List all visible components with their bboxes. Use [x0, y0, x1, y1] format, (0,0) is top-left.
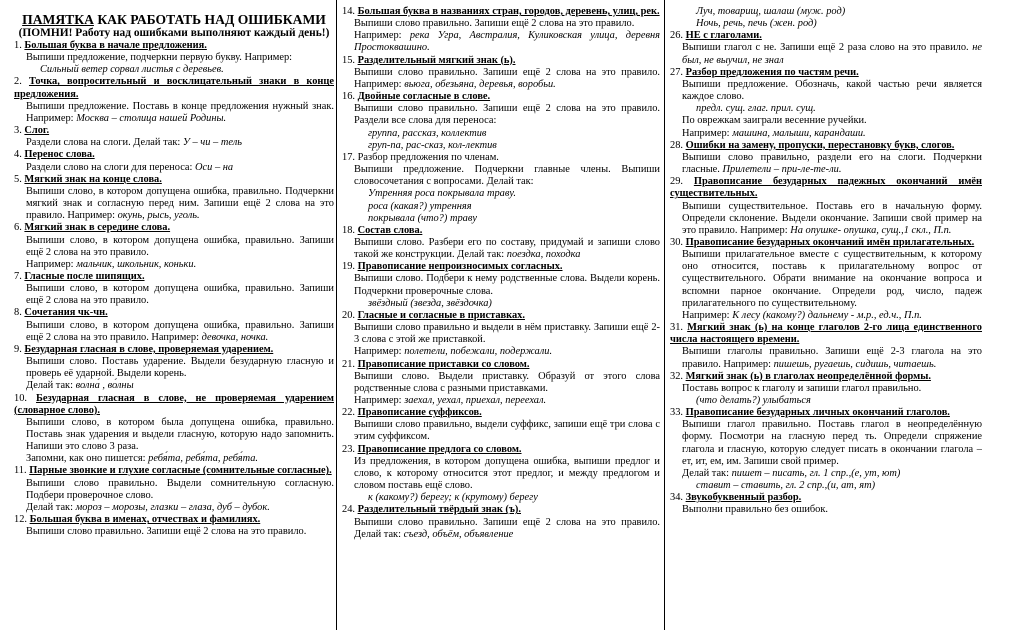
instruction-text: [14, 356, 334, 380]
instruction-text: [14, 453, 334, 465]
rule-heading: [670, 371, 982, 383]
rule-number: 31.: [670, 322, 683, 334]
instruction-body: Выпиши слово. Поставь ударение. Выдели безударную гласную и проверь её ударной. Выдели корень.: [26, 356, 334, 380]
rule-heading: [342, 6, 660, 18]
instruction-body: Выпиши глагол с не. Запиши ещё 2 раза слово на это правило.: [682, 42, 969, 54]
rule-title: Правописание предлога со словом.: [357, 443, 522, 455]
rule-number: 11.: [14, 465, 27, 477]
instruction-text: [670, 249, 982, 310]
example-text: К лесу (какому?) дальнему - м.р., ед.ч., П.п.: [732, 309, 922, 321]
instruction-body: Например:: [354, 395, 402, 406]
instruction-body: Выпиши предложение. Обозначь, какой частью речи является каждое слово.: [682, 78, 982, 103]
title-rest: КАК РАБОТАТЬ НАД ОШИБКАМИ: [93, 12, 326, 27]
instruction-text: [342, 164, 660, 188]
example-line: [670, 6, 982, 18]
rule-title: Мягкий знак на конце слова.: [24, 173, 162, 185]
rule-title: Мягкий знак в середине слова.: [24, 222, 171, 234]
rule-heading: [14, 40, 334, 52]
instruction-text: [342, 346, 660, 358]
rule-number: 29.: [670, 176, 683, 188]
instruction-text: [14, 320, 334, 344]
rule-number: 1.: [14, 40, 22, 51]
rule-heading: [14, 514, 334, 526]
rule-title: Разбор предложения по частям речи.: [685, 66, 859, 78]
example-text: груп-па, рас-сказ, кол-лектив: [368, 139, 497, 151]
rule-number: 4.: [14, 149, 22, 161]
example-text: Сильный ветер сорвал листья с деревьев.: [40, 64, 224, 76]
rule-number: 14.: [342, 6, 355, 17]
rule-title: Большая буква в начале предложения.: [24, 40, 207, 51]
rule-number: 12.: [14, 514, 27, 526]
rule-heading: [342, 55, 660, 67]
instruction-body: Выпиши слово правильно. Выдели сомнительную согласную. Подбери проверочное слово.: [26, 477, 334, 501]
rule-number: 3.: [14, 125, 22, 137]
example-line: [342, 213, 660, 225]
rule-title: Правописание приставки со словом.: [357, 358, 530, 370]
rule-number: 9.: [14, 343, 22, 355]
instruction-body: Например:: [354, 346, 402, 358]
instruction-body: Запомни, как оно пишется:: [26, 453, 146, 465]
rule-heading: [670, 140, 982, 152]
rule-number: 26.: [670, 30, 683, 42]
rule-number: 18.: [342, 224, 355, 236]
instruction-text: [342, 395, 660, 407]
instruction-text: [670, 419, 982, 468]
rule-number: 33.: [670, 407, 683, 419]
instruction-body: Делай так:: [682, 467, 729, 479]
rule-number: 34.: [670, 492, 683, 504]
rule-heading: [670, 492, 982, 504]
instruction-text: [670, 42, 982, 66]
rule-heading: [14, 393, 334, 417]
rule-number: 24.: [342, 504, 355, 516]
example-line: [14, 64, 334, 76]
example-text: мальчик, школьник, коньки.: [76, 258, 197, 270]
example-text: машина, малыши, карандаши.: [732, 127, 866, 139]
example-text: У – чи – тель: [182, 137, 242, 149]
rule-title: Перенос слова.: [24, 149, 95, 161]
instruction-text: [670, 346, 982, 370]
instruction-body: Выпиши слово, в котором допущена ошибка, правильно. Запиши ещё 2 слова на это правило.: [26, 283, 334, 307]
example-text: девочка, ночка.: [201, 331, 269, 343]
example-line: [342, 140, 660, 152]
example-text: Прилетели – при-ле-те-ли.: [722, 164, 842, 176]
instruction-body: Например:: [354, 30, 402, 42]
rule-title: Гласные и согласные в приставках.: [357, 309, 525, 321]
rule-title: Безударная гласная в слове, не проверяемая ударением (словарное слово).: [14, 392, 334, 416]
rule-heading: [342, 225, 660, 237]
instruction-text: [14, 101, 334, 125]
page-subtitle: (ПОМНИ! Работу над ошибками выполняют каждый день!): [18, 27, 330, 39]
rule-title: Большая буква в именах, отчествах и фамилиях.: [29, 514, 261, 526]
example-text: река Угра, Австралия, Куликовская улица, деревня Простоквашино.: [354, 30, 660, 54]
example-text: заехал, уехал, приехал, переехал.: [404, 395, 547, 406]
rule-heading: [342, 261, 660, 273]
instruction-text: [14, 52, 334, 64]
example-text: вьюга, обезьяна, деревья, воробьи.: [404, 78, 556, 90]
instruction-text: [670, 79, 982, 103]
example-line: [670, 18, 982, 30]
rule-number: 15.: [342, 54, 355, 66]
instruction-text: [14, 478, 334, 502]
rule-title: Правописание безударных личных окончаний глаголов.: [685, 407, 950, 419]
rule-number: 19.: [342, 261, 355, 273]
instruction-text: [670, 504, 982, 516]
instruction-text: [14, 380, 334, 392]
instruction-body: Выпиши предложение. Поставь в конце предложения нужный знак. Например:: [26, 100, 334, 124]
instruction-body: Выполни правильно без ошибок.: [682, 504, 829, 516]
rule-title: Безударная гласная в слове, проверяемая ударением.: [24, 343, 274, 355]
instruction-text: [342, 30, 660, 54]
rule-heading: [14, 344, 334, 356]
example-text: пишет – писать, гл. 1 спр.,(е, ут, ют): [731, 467, 901, 479]
rule-heading: [14, 76, 334, 100]
rule-heading: [14, 149, 334, 161]
instruction-body: Выпиши слово. Выдели приставку. Образуй от этого слова родственные слова с разными приставками.: [354, 370, 660, 394]
column-1-content: [14, 40, 334, 538]
instruction-text: [14, 235, 334, 259]
example-text: волна́ , во́лны: [75, 380, 134, 392]
instruction-body: Выпиши слово правильно. Запиши ещё 2 слова на это правило. Делай так:: [354, 516, 660, 540]
instruction-body: Выпиши слово правильно и выдели в нём приставку. Запиши ещё 2-3 слова с этой же приставкой.: [354, 322, 660, 346]
rule-number: 2.: [14, 76, 22, 88]
example-text: звёздный (звезда, звёздочка): [368, 297, 492, 309]
rule-heading: [14, 222, 334, 234]
rule-heading: [14, 271, 334, 283]
rule-title: Состав слова.: [357, 224, 423, 236]
example-line: [342, 492, 660, 504]
instruction-text: [14, 526, 334, 538]
column-1: [14, 0, 334, 630]
column-2: [342, 0, 660, 630]
rule-heading: [14, 307, 334, 319]
rule-number: 21.: [342, 358, 355, 370]
rule-number: 8.: [14, 307, 22, 319]
rule-title: Правописание безударных окончаний имён прилагательных.: [685, 236, 975, 248]
instruction-body: Выпиши слово, в котором допущена ошибка, правильно. Подчеркни мягкий знак и согласную перед ним. Запиши ещё 2 слова на это правило. Например:: [26, 185, 334, 222]
example-text: роса (какая?) утренняя: [368, 200, 472, 212]
rule-number: 23.: [342, 443, 355, 455]
rule-heading: [342, 91, 660, 103]
instruction-body: Выпиши предложение. Подчеркни главные члены. Выпиши словосочетания с вопросами. Делай так:: [354, 164, 660, 188]
example-line: [670, 103, 982, 115]
instruction-body: Выпиши слово правильно. Запиши ещё 2 слова на это правило. Раздели все слова для переноса:: [354, 103, 660, 127]
rule-number: 20.: [342, 309, 355, 321]
rule-title: Разбор предложения по членам.: [357, 151, 499, 163]
rule-title: Звукобуквенный разбор.: [685, 492, 802, 504]
rule-heading: [670, 30, 982, 42]
column-3-content: [670, 6, 982, 517]
column-3: [670, 0, 982, 630]
instruction-text: [342, 18, 660, 30]
rule-title: Разделительный твёрдый знак (ъ).: [357, 504, 521, 516]
rule-title: Точка, вопросительный и восклицательный знаки в конце предложения.: [14, 76, 334, 100]
rule-number: 32.: [670, 370, 683, 382]
instruction-text: [670, 128, 982, 140]
example-text: Москва – столица нашей Родины.: [76, 112, 227, 124]
rule-title: Парные звонкие и глухие согласные (сомнительные согласные).: [29, 465, 332, 477]
column-2-content: [342, 6, 660, 541]
instruction-body: Выпиши слово правильно. Запиши ещё 2 слова на это правило.: [354, 18, 635, 30]
example-text: Луч, товарищ, шалаш (муж. род): [696, 6, 846, 17]
example-text: предл. сущ. глаг. прил. сущ.: [696, 103, 816, 115]
instruction-body: Выпиши слово, в котором была допущена ошибка, правильно. Поставь знак ударения и выдели гласную, которую надо запомнить. Напиши это слово 3 раза.: [26, 416, 334, 453]
example-text: На опушке- опушка, сущ.,1 скл., П.п.: [790, 224, 952, 236]
instruction-body: Например:: [682, 127, 730, 139]
instruction-body: Выпиши слово правильно, раздели его на слоги. Подчеркни гласные.: [682, 151, 982, 176]
example-text: Утренняя роса покрывала траву.: [368, 188, 516, 200]
instruction-text: [342, 103, 660, 127]
rule-number: 30.: [670, 236, 683, 248]
column-divider-left: [336, 0, 337, 630]
title-main: ПАМЯТКА: [22, 12, 94, 27]
instruction-text: [342, 517, 660, 541]
instruction-body: Выпиши предложение, подчеркни первую букву. Например:: [26, 52, 293, 64]
rule-title: НЕ с глаголами.: [685, 30, 762, 42]
instruction-text: [342, 237, 660, 261]
example-text: мороз – морозы, глазки – глаза, дуб – дубок.: [75, 501, 270, 513]
instruction-text: [14, 259, 334, 271]
rule-number: 27.: [670, 66, 683, 78]
rule-heading: [670, 67, 982, 79]
rule-heading: [342, 310, 660, 322]
rule-number: 16.: [342, 91, 355, 103]
instruction-body: Делай так:: [26, 501, 73, 513]
instruction-body: Раздели слово на слоги для переноса:: [26, 161, 193, 173]
instruction-body: Выпиши существительное. Поставь его в начальную форму. Определи склонение. Выдели окончание. Запиши свой пример на это правило. Например:: [682, 200, 982, 236]
instruction-text: [670, 310, 982, 322]
example-text: группа, рассказ, коллектив: [368, 127, 487, 139]
example-text: ставит – ставить, гл. 2 спр.,(и, ат, ят): [696, 480, 876, 492]
rule-heading: [342, 359, 660, 371]
rule-title: Мягкий знак (ь) на конце глаголов 2-го лица единственного числа настоящего времени.: [670, 322, 982, 346]
example-line: [342, 128, 660, 140]
example-text: покрывала (что?) траву: [368, 212, 477, 224]
example-text: поездка, походка: [506, 249, 581, 261]
rule-title: Слог.: [24, 125, 50, 137]
rule-number: 7.: [14, 270, 22, 282]
rule-title: Мягкий знак (ь) в глаголах неопределённой формы.: [685, 370, 931, 382]
instruction-body: Выпиши прилагательное вместе с существительным, к которому оно относится, поставь к прилагательному вопрос от существительного. Обрати внимание на окончание вопроса и вспомни парное окончание. Определи род, число, падеж прилагательного по существительному.: [682, 249, 982, 309]
rule-number: 6.: [14, 222, 22, 234]
example-text: Оси – на: [195, 161, 234, 173]
example-text: пишешь, ругаешь, сидишь, читаешь.: [773, 358, 937, 370]
example-line: [342, 188, 660, 200]
instruction-body: Выпиши слово. Подбери к нему родственные слова. Выдели корень. Подчеркни проверочные слова.: [354, 273, 660, 297]
instruction-text: [14, 162, 334, 174]
example-text: окунь, рысь, уголь.: [117, 210, 200, 222]
rule-heading: [342, 444, 660, 456]
rule-title: Правописание суффиксов.: [357, 407, 482, 419]
instruction-text: [14, 283, 334, 307]
rule-number: 17.: [342, 151, 355, 163]
instruction-body: Например:: [26, 258, 74, 270]
example-line: [342, 298, 660, 310]
rule-number: 28.: [670, 139, 683, 151]
example-text: (что делать?) улыбаться: [696, 395, 811, 406]
rule-heading: [670, 322, 982, 346]
example-line: [670, 395, 982, 407]
instruction-text: [342, 456, 660, 492]
instruction-body: Например:: [682, 309, 730, 321]
example-text: к (какому?) берегу; к (крутому) берегу: [368, 492, 538, 504]
instruction-text: [670, 201, 982, 237]
rule-number: 10.: [14, 392, 27, 404]
instruction-text: [342, 273, 660, 297]
instruction-text: [342, 67, 660, 91]
instruction-body: Выпиши слово. Разбери его по составу, придумай и запиши слово такой же конструкции. Делай так:: [354, 236, 660, 261]
rule-heading: [14, 174, 334, 186]
instruction-text: [342, 371, 660, 395]
example-text: съезд, объём, объявление: [403, 528, 514, 540]
example-text: не был, не выучил, не знал: [682, 42, 982, 66]
column-divider-right: [664, 0, 665, 630]
rule-title: Ошибки на замену, пропуски, перестановку букв, слогов.: [685, 139, 955, 151]
instruction-body: Выпиши слово, в котором допущена ошибка, правильно. Запиши ещё 2 слова на это правило.: [26, 234, 334, 258]
example-text: полетели, побежали, подержали.: [404, 346, 553, 358]
instruction-body: Из предложения, в котором допущена ошибка, выпиши предлог и слово, к которому относится этот предлог, и между предлогом и словом поставь ещё слово.: [354, 455, 660, 492]
rule-heading: [670, 237, 982, 249]
instruction-text: [670, 152, 982, 176]
rule-title: Правописание безударных падежных окончаний имён существительных.: [670, 176, 982, 200]
instruction-text: [670, 383, 982, 395]
rule-title: Разделительный мягкий знак (ь).: [357, 54, 516, 66]
instruction-text: [342, 322, 660, 346]
instruction-text: [670, 115, 982, 127]
rule-title: Сочетания чк-чн.: [24, 307, 108, 319]
instruction-body: По оврежкам заиграли весенние ручейки.: [682, 115, 867, 127]
rule-heading: [670, 407, 982, 419]
instruction-body: Раздели слова на слоги. Делай так:: [26, 137, 181, 149]
rule-heading: [670, 176, 982, 200]
instruction-text: [14, 186, 334, 222]
rule-heading: [342, 152, 660, 164]
rule-title: Большая буква в названиях стран, городов, деревень, улиц, рек.: [357, 6, 660, 17]
instruction-text: [14, 417, 334, 453]
instruction-text: [670, 468, 982, 480]
instruction-body: Выпиши слово правильно. Запиши ещё 2 слова на это правило.: [26, 526, 307, 538]
instruction-body: Выпиши слово правильно, выдели суффикс, запиши ещё три слова с этим суффиксом.: [354, 419, 660, 443]
rule-heading: [14, 125, 334, 137]
instruction-text: [342, 419, 660, 443]
rule-number: 22.: [342, 407, 355, 419]
rule-title: Правописание непроизносимых согласных.: [357, 261, 563, 273]
example-line: [670, 480, 982, 492]
page-title: [14, 12, 334, 27]
instruction-text: [14, 137, 334, 149]
rule-heading: [342, 407, 660, 419]
instruction-body: Выпиши слово, в котором допущена ошибка, правильно. Запиши ещё 2 слова на это правило. Например:: [26, 319, 334, 343]
instruction-body: Выпиши слово правильно. Запиши ещё 2 слова на это правило. Например:: [354, 66, 660, 90]
rule-title: Двойные согласные в слове.: [357, 91, 491, 103]
instruction-body: Делай так:: [26, 380, 73, 392]
example-line: [342, 201, 660, 213]
rule-number: 5.: [14, 173, 22, 185]
instruction-body: Выпиши глагол правильно. Поставь глагол в неопределённую форму. Посмотри на гласную перед ть. Определи спряжение глагола и гласную, которую следует писать в окончании глагола – ет, ит, ем, им. Запиши свой пример.: [682, 419, 982, 467]
example-text: Ночь, речь, печь (жен. род): [696, 18, 817, 30]
example-text: ребя́та, ребя́та, ребя́та.: [148, 453, 258, 465]
rule-heading: [14, 465, 334, 477]
instruction-body: Поставь вопрос к глаголу и запиши глагол правильно.: [682, 382, 922, 394]
instruction-body: Выпиши глаголы правильно. Запиши ещё 2-3 глагола на это правило. Например:: [682, 346, 982, 370]
instruction-text: [14, 502, 334, 514]
rule-title: Гласные после шипящих.: [24, 270, 145, 282]
rule-heading: [342, 504, 660, 516]
